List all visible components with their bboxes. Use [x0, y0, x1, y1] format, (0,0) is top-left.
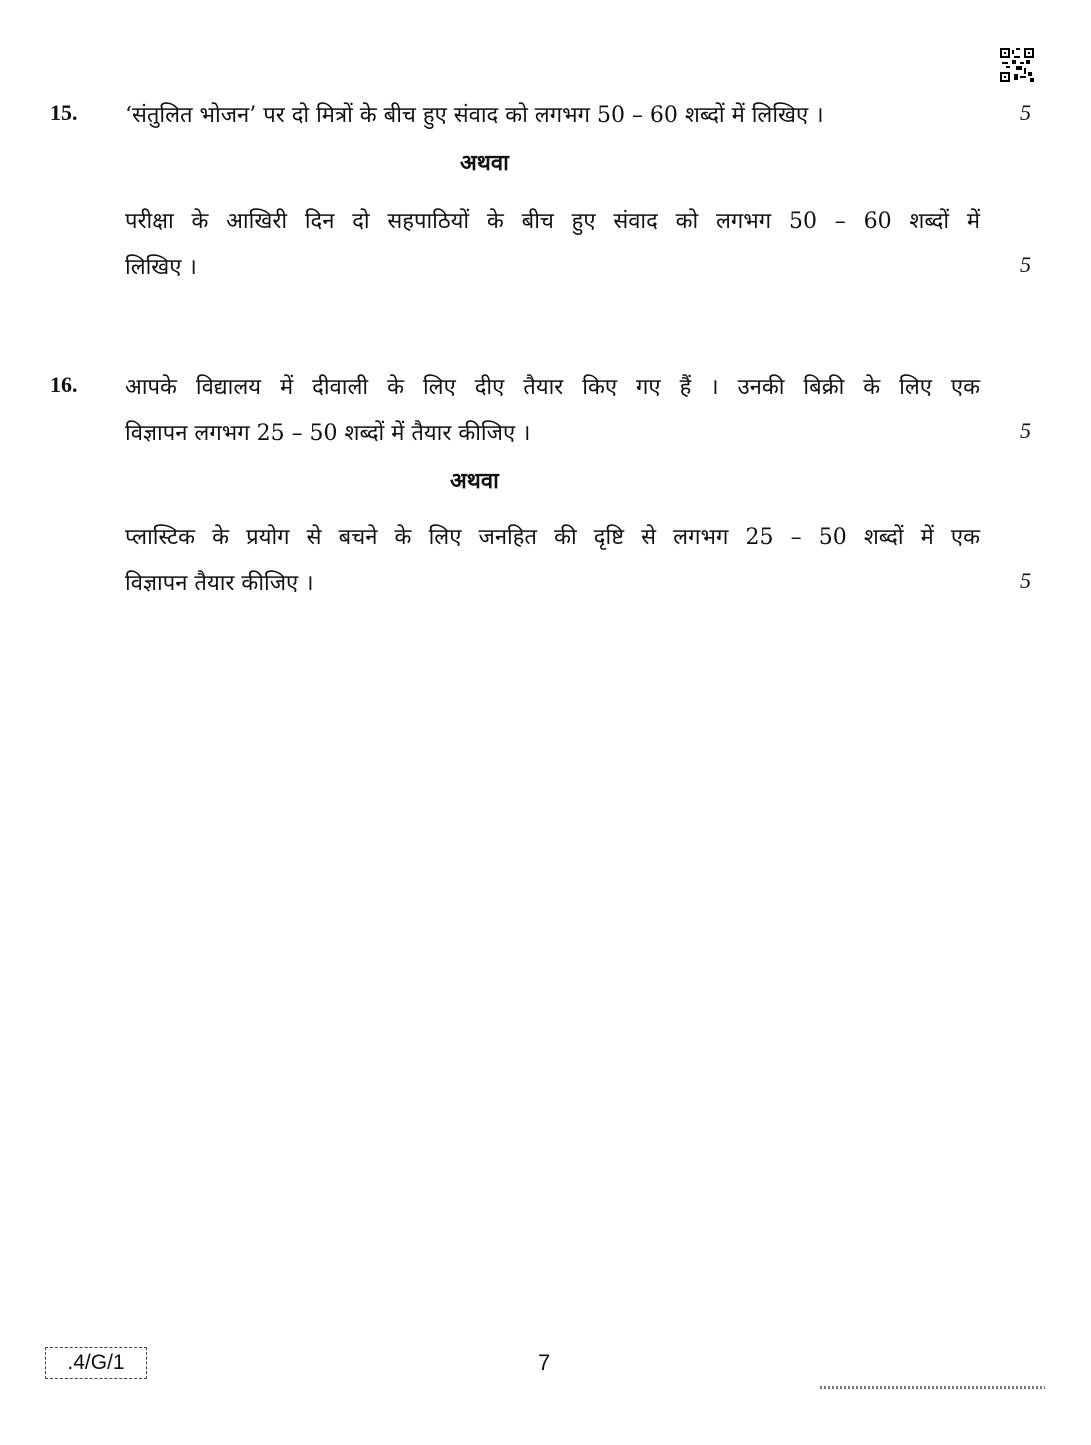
question-number: 16. [50, 372, 78, 397]
microprint-line [820, 1386, 1045, 1389]
alternate-question-text: लिखिए । [125, 255, 197, 280]
question-marks: 5 [1020, 100, 1031, 125]
question-marks: 5 [1020, 418, 1031, 443]
paper-code: .4/G/1 [45, 1347, 147, 1379]
qr-code [1000, 48, 1034, 82]
question-number: 15. [50, 100, 78, 125]
alternate-question-text: परीक्षा के आखिरी दिन दो सहपाठियों के बीच हुए संवाद को लगभग 50 – 60 शब्दों में [125, 209, 980, 234]
question-text: आपके विद्यालय में दीवाली के लिए दीए तैयार किए गए हैं । उनकी बिक्री के लिए एक [125, 375, 980, 400]
question-text: विज्ञापन लगभग 25 – 50 शब्दों में तैयार कीजिए । [125, 421, 531, 446]
alternate-question-marks: 5 [1020, 568, 1031, 593]
page-number: 7 [538, 1350, 551, 1375]
alternate-question-text: विज्ञापन तैयार कीजिए । [125, 571, 314, 596]
or-label: अथवा [450, 468, 499, 494]
alternate-question-marks: 5 [1020, 252, 1031, 277]
question-text: ‘संतुलित भोजन’ पर दो मित्रों के बीच हुए संवाद को लगभग 50 – 60 शब्दों में लिखिए । [125, 103, 824, 128]
or-label: अथवा [460, 150, 509, 176]
alternate-question-text: प्लास्टिक के प्रयोग से बचने के लिए जनहित की दृष्टि से लगभग 25 – 50 शब्दों में एक [125, 525, 980, 550]
